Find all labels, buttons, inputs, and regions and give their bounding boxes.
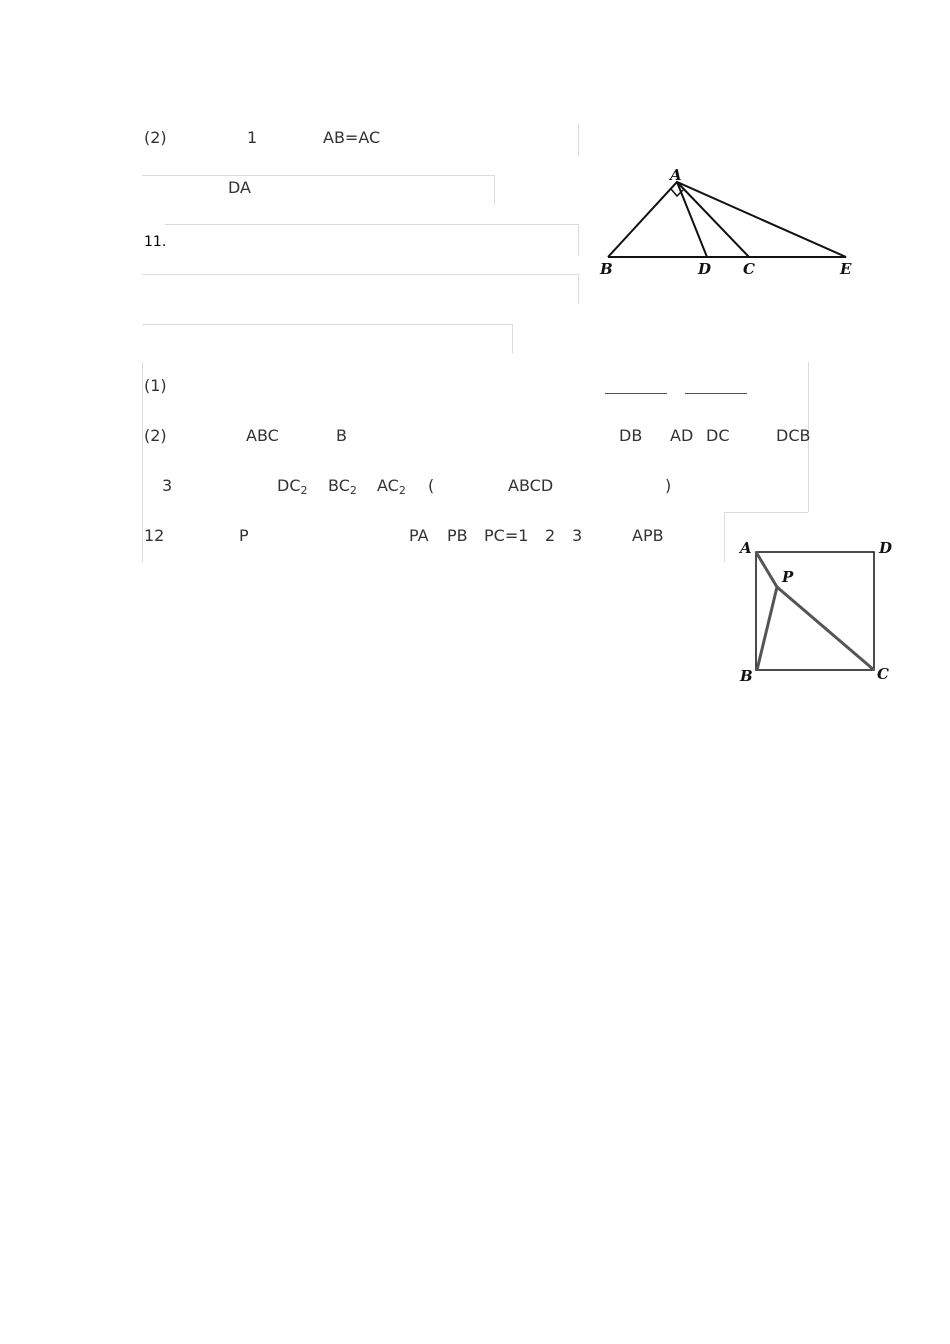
answer-blank[interactable] (685, 393, 747, 394)
label-d: D (698, 260, 712, 278)
square-abcd (756, 552, 874, 670)
text-fragment: ABCD (508, 476, 554, 495)
table-border (142, 175, 494, 176)
exponent: 2 (398, 484, 406, 497)
item-number: 3 (162, 476, 173, 495)
table-border (578, 224, 579, 256)
table-border (142, 274, 578, 275)
term-text: DC (277, 476, 301, 495)
text-fragment: AD (670, 426, 694, 445)
text-fragment: PC=1 (484, 526, 529, 545)
text-fragment: AB=AC (323, 128, 381, 147)
item-number: (2) (144, 128, 167, 147)
table-border (142, 362, 143, 562)
label-b: B (600, 260, 613, 278)
item-number: (2) (144, 426, 167, 445)
answer-blank[interactable] (605, 393, 667, 394)
label-d: D (879, 539, 893, 557)
exponent: 2 (300, 484, 308, 497)
text-fragment: DB (619, 426, 643, 445)
table-border (165, 224, 578, 225)
label-c: C (743, 260, 755, 278)
text-fragment: ABC (246, 426, 279, 445)
paren-open: ( (428, 476, 435, 495)
label-a: A (670, 166, 682, 184)
label-c: C (877, 665, 889, 683)
term-text: AC (377, 476, 399, 495)
term-text: BC (328, 476, 350, 495)
text-fragment: B (336, 426, 347, 445)
text-fragment: 3 (572, 526, 583, 545)
text-fragment: P (239, 526, 249, 545)
text-fragment: 1 (247, 128, 258, 147)
text-fragment: DCB (776, 426, 811, 445)
question-number: 11. (144, 234, 167, 250)
item-number: (1) (144, 376, 167, 395)
text-fragment: DA (228, 178, 251, 197)
label-a: A (740, 539, 752, 557)
term-bc2 (328, 476, 357, 496)
text-fragment: 2 (545, 526, 556, 545)
table-border (512, 324, 513, 354)
text-fragment: APB (632, 526, 664, 545)
text-fragment: PB (447, 526, 468, 545)
segments-pa-pc (756, 552, 874, 670)
text-fragment: PA (409, 526, 429, 545)
paren-close: ) (665, 476, 672, 495)
label-b: B (740, 667, 753, 685)
table-border (494, 175, 495, 205)
segment-pb (757, 587, 777, 670)
term-dc2 (277, 476, 308, 496)
exponent: 2 (349, 484, 357, 497)
square-figure (735, 535, 900, 690)
table-border (578, 274, 579, 304)
question-number: 12 (144, 526, 165, 545)
label-p: P (782, 568, 794, 586)
table-border (578, 124, 579, 156)
table-border (142, 324, 512, 325)
triangle-figure (590, 160, 865, 285)
term-ac2 (377, 476, 406, 496)
table-border (724, 512, 808, 513)
label-e: E (840, 260, 852, 278)
triangle-outline (608, 182, 846, 257)
table-border (724, 512, 725, 562)
segment-ac (677, 182, 749, 257)
text-fragment: DC (706, 426, 730, 445)
